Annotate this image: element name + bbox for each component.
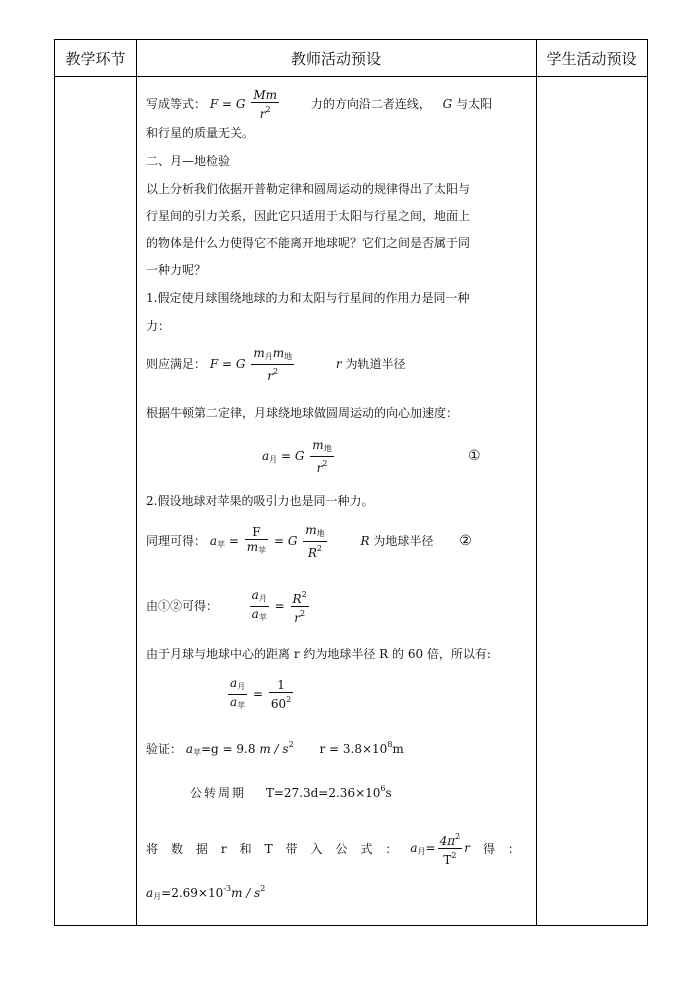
numerator: Mm	[253, 88, 277, 102]
formula-sixty	[226, 676, 295, 713]
equals: =	[222, 97, 233, 111]
m: m	[246, 540, 259, 554]
r: r	[316, 461, 323, 475]
header-student-activity: 学生活动预设	[546, 49, 637, 68]
char: T	[264, 841, 273, 856]
section-heading: 二、月—地检验	[146, 154, 231, 168]
char: 将	[146, 842, 159, 856]
char: ：	[385, 842, 398, 856]
m: m	[272, 346, 285, 360]
equation-line-1	[146, 88, 492, 121]
sub: 月	[153, 892, 162, 901]
char: 带	[285, 842, 298, 856]
value-T: T=27.3d=2.36×10	[265, 786, 381, 800]
symbol-r: r	[335, 357, 342, 371]
paragraph-line: 2.假设地球对苹果的吸引力也是同一种力。	[146, 494, 374, 508]
R: R	[292, 592, 302, 606]
denominator: r	[259, 107, 266, 121]
exp: 2	[299, 609, 306, 618]
a: a	[251, 607, 259, 621]
text: 力的方向沿二者连线，	[310, 97, 431, 111]
fraction	[291, 588, 309, 625]
sub: 月	[417, 847, 426, 856]
header-teacher-activity: 教师活动预设	[290, 49, 381, 68]
substitution-line	[146, 830, 520, 867]
equation-mark-2: ②	[459, 533, 472, 549]
exp: 2	[451, 851, 457, 860]
a: a	[230, 695, 238, 709]
fraction	[269, 678, 293, 711]
a: a	[251, 588, 259, 602]
formula-ratio	[146, 588, 311, 625]
char: r	[220, 841, 227, 856]
verification-line	[146, 740, 404, 758]
symbol-R: R	[360, 534, 370, 548]
a: a	[209, 534, 217, 548]
exp: 2	[260, 884, 266, 893]
exponent: 2	[265, 105, 271, 114]
char: 数	[170, 842, 183, 856]
exp: 2	[288, 740, 294, 749]
char: 和	[239, 842, 252, 856]
sub: 地	[323, 444, 332, 453]
value-g: =g = 9.8	[201, 742, 256, 756]
header-teaching-stage: 教学环节	[65, 49, 126, 68]
m: m	[312, 438, 324, 452]
text: 验证：	[146, 742, 183, 756]
exp: 2	[301, 590, 307, 599]
equals: =	[274, 599, 285, 613]
symbol-G: G	[235, 357, 246, 371]
symbol-G: G	[235, 97, 246, 111]
a: a	[185, 742, 193, 756]
a: a	[230, 676, 238, 690]
text: 写成等式：	[146, 97, 207, 111]
R: R	[307, 546, 317, 560]
equals: =	[425, 841, 436, 855]
paragraph-line: 一种力呢？	[146, 263, 207, 277]
unit: s	[385, 786, 392, 800]
r: r	[267, 369, 274, 383]
sub: 苹	[217, 540, 225, 549]
paragraph-line: 根据牛顿第二定律，月球绕地球做圆周运动的向心加速度：	[146, 406, 459, 420]
equation-mark-1: ①	[468, 448, 481, 464]
unit: m / s	[259, 742, 289, 756]
formula-centripetal	[410, 830, 470, 867]
fraction	[245, 525, 268, 558]
sub: 苹	[193, 748, 201, 757]
paragraph-line: 以上分析我们依据开普勒定律和圆周运动的规律得出了太阳与	[146, 182, 471, 196]
text: 则应满足：	[146, 357, 207, 371]
value: =2.69×10	[161, 886, 224, 900]
symbol-G: G	[287, 534, 298, 548]
T: T	[443, 853, 452, 867]
char: ：	[507, 842, 520, 856]
four-pi: 4π	[439, 834, 456, 848]
sub: 月	[264, 352, 273, 361]
text: 与太阳	[456, 97, 493, 111]
paragraph-line: 力：	[146, 319, 171, 333]
text: 公转周期	[190, 786, 247, 800]
char: 据	[195, 842, 208, 856]
exp: 2	[322, 459, 328, 468]
sixty: 60	[270, 697, 287, 711]
formula-apple-accel	[146, 523, 472, 560]
fraction	[303, 523, 326, 560]
formula-gravity	[146, 346, 406, 383]
equals: =	[228, 534, 239, 548]
sub: 苹	[258, 613, 267, 622]
equals: =	[280, 449, 292, 463]
a: a	[262, 449, 270, 463]
fraction	[251, 346, 294, 383]
char: 得	[482, 842, 495, 856]
m: m	[305, 523, 317, 537]
a: a	[410, 841, 418, 855]
result-line	[146, 884, 265, 902]
fraction	[310, 438, 333, 475]
sub: 地	[316, 529, 325, 538]
symbol-F: F	[209, 97, 219, 111]
sub: 月	[258, 594, 267, 603]
equals: =	[222, 357, 233, 371]
exp: 2	[286, 695, 292, 704]
sub: 苹	[258, 546, 267, 555]
fraction	[438, 830, 463, 867]
text-line: 和行星的质量无关。	[146, 126, 255, 140]
column-divider-2	[536, 40, 537, 925]
paragraph-line: 行星间的引力关系，因此它只适用于太阳与行星之间，地面上	[146, 209, 471, 223]
exp: 2	[273, 367, 279, 376]
header-divider	[55, 76, 647, 77]
unit: m / s	[231, 886, 261, 900]
fraction-Mm-r2	[251, 88, 279, 121]
equals: =	[252, 687, 264, 701]
unit: m	[392, 742, 404, 756]
column-divider-1	[136, 40, 137, 925]
char: 式	[360, 842, 373, 856]
text: 由①②可得：	[146, 599, 219, 613]
exp: 8	[387, 740, 393, 749]
sub: 月	[237, 682, 246, 691]
char: 公	[335, 842, 348, 856]
symbol-G: G	[442, 97, 453, 111]
exp: 2	[316, 544, 323, 553]
equals: =	[273, 534, 284, 548]
r: r	[464, 841, 470, 855]
paragraph-line: 的物体是什么力使得它不能离开地球呢？它们之间是否属于同	[146, 236, 471, 250]
sub: 地	[284, 352, 293, 361]
value-r: r = 3.8×10	[319, 742, 388, 756]
F: F	[245, 525, 268, 540]
text: 为轨道半径	[345, 357, 406, 371]
exp: 6	[380, 784, 386, 793]
text: 为地球半径	[373, 534, 434, 548]
fraction	[250, 588, 269, 625]
one: 1	[269, 678, 293, 693]
m: m	[253, 346, 265, 360]
sub: 苹	[237, 701, 246, 710]
exp: 2	[455, 832, 461, 841]
exp: -3	[223, 884, 232, 893]
symbol-G: G	[294, 449, 305, 463]
paragraph-line: 由于月球与地球中心的距离 r 约为地球半径 R 的 60 倍，所以有:	[146, 647, 491, 661]
paragraph-line: 1.假定使月球围绕地球的力和太阳与行星间的作用力是同一种	[146, 291, 470, 305]
sub: 月	[269, 455, 278, 464]
symbol-F: F	[209, 357, 219, 371]
fraction	[228, 676, 247, 713]
a: a	[146, 886, 154, 900]
period-line	[190, 784, 392, 801]
char: 入	[310, 842, 323, 856]
formula-moon-accel	[262, 438, 336, 475]
r: r	[294, 611, 300, 625]
text: 同理可得：	[146, 534, 207, 548]
